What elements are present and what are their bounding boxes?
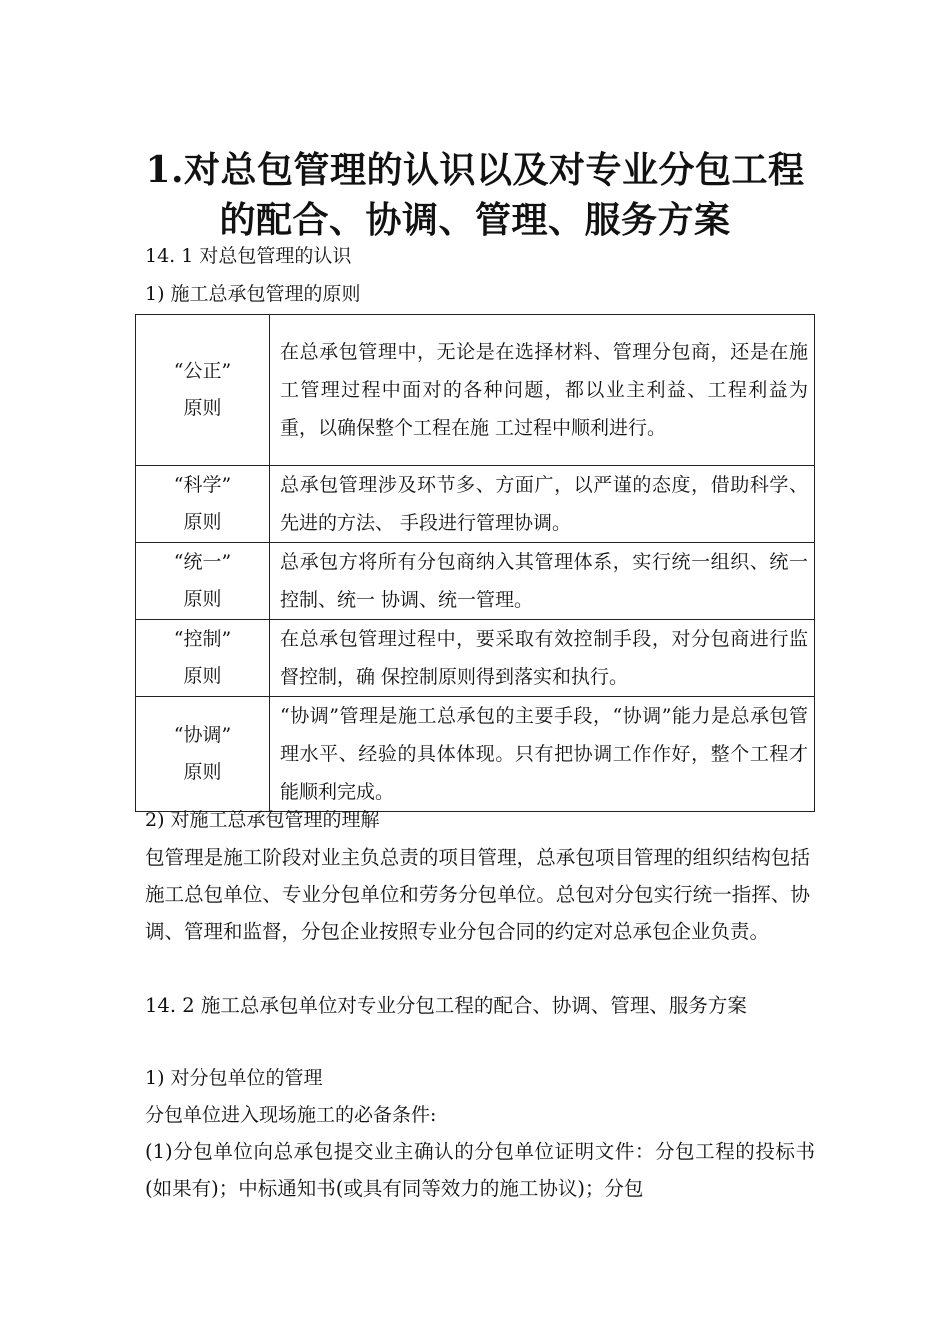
document-title-line-2: 的配合、协调、管理、服务方案 bbox=[219, 199, 731, 241]
principle-name: “公正” bbox=[173, 360, 232, 382]
table-row bbox=[136, 315, 815, 466]
principle-suffix: 原则 bbox=[183, 511, 222, 533]
table-row bbox=[136, 466, 815, 543]
table-row bbox=[136, 543, 815, 620]
principle-name: “控制” bbox=[173, 628, 232, 650]
section-heading-14-1: 14. 1 对总包管理的认识 bbox=[145, 245, 352, 267]
subheading-principles: 1) 施工总承包管理的原则 bbox=[145, 283, 361, 305]
entry-conditions-heading: 分包单位进入现场施工的必备条件: bbox=[145, 1104, 437, 1126]
principle-label-cell bbox=[136, 697, 270, 812]
principle-suffix: 原则 bbox=[183, 665, 222, 687]
subheading-understanding: 2) 对施工总承包管理的理解 bbox=[145, 809, 380, 831]
understanding-paragraph: 包管理是施工阶段对业主负总责的项目管理，总承包项目管理的组织结构包括施工总包单位、专业分包单位和劳务分包单位。总包对分包实行统一指挥、协调、管理和监督，分包企业按照专业分包合同的约定对总承包企业负责。 bbox=[145, 846, 810, 943]
condition-1-paragraph: (1)分包单位向总承包提交业主确认的分包单位证明文件：分包工程的投标书(如果有)；中标通知书(或具有同等效力的施工协议)；分包 bbox=[145, 1140, 815, 1200]
principle-suffix: 原则 bbox=[183, 588, 222, 610]
principle-description-cell bbox=[270, 620, 815, 697]
principle-description: 在总承包管理中，无论是在选择材料、管理分包商，还是在施工管理过程中面对的各种问题，都以业主利益、工程利益为重，以确保整个工程在施 工过程中顺利进行。 bbox=[280, 341, 808, 439]
principle-description: 总承包方将所有分包商纳入其管理体系，实行统一组织、统一控制、统一 协调、统一管理。 bbox=[280, 551, 808, 611]
principles-table bbox=[135, 314, 815, 812]
principle-description-cell bbox=[270, 315, 815, 466]
principle-name: “统一” bbox=[173, 551, 232, 573]
principle-description-cell bbox=[270, 697, 815, 812]
table-row bbox=[136, 697, 815, 812]
principle-label-cell bbox=[136, 466, 270, 543]
section-heading-14-2: 14. 2 施工总承包单位对专业分包工程的配合、协调、管理、服务方案 bbox=[145, 994, 747, 1017]
principle-description-cell bbox=[270, 466, 815, 543]
principle-name: “科学” bbox=[173, 474, 232, 496]
principle-description-cell bbox=[270, 543, 815, 620]
document-title-line-1: 1.对总包管理的认识以及对专业分包工程 bbox=[145, 149, 805, 191]
principle-name: “协调” bbox=[173, 724, 232, 746]
principle-label-cell bbox=[136, 620, 270, 697]
principle-suffix: 原则 bbox=[183, 397, 222, 419]
principle-label-cell bbox=[136, 315, 270, 466]
subheading-subcontractor-management: 1) 对分包单位的管理 bbox=[145, 1067, 323, 1089]
table-row bbox=[136, 620, 815, 697]
principle-description: “协调”管理是施工总承包的主要手段，“协调”能力是总承包管理水平、经验的具体体现。只有把协调工作作好，整个工程才能顺利完成。 bbox=[280, 705, 808, 803]
principle-description: 总承包管理涉及环节多、方面广，以严谨的态度，借助科学、先进的方法、 手段进行管理协调。 bbox=[280, 474, 808, 534]
principle-suffix: 原则 bbox=[183, 761, 222, 783]
principle-label-cell bbox=[136, 543, 270, 620]
principle-description: 在总承包管理过程中，要采取有效控制手段，对分包商进行监督控制，确 保控制原则得到落实和执行。 bbox=[280, 628, 808, 688]
